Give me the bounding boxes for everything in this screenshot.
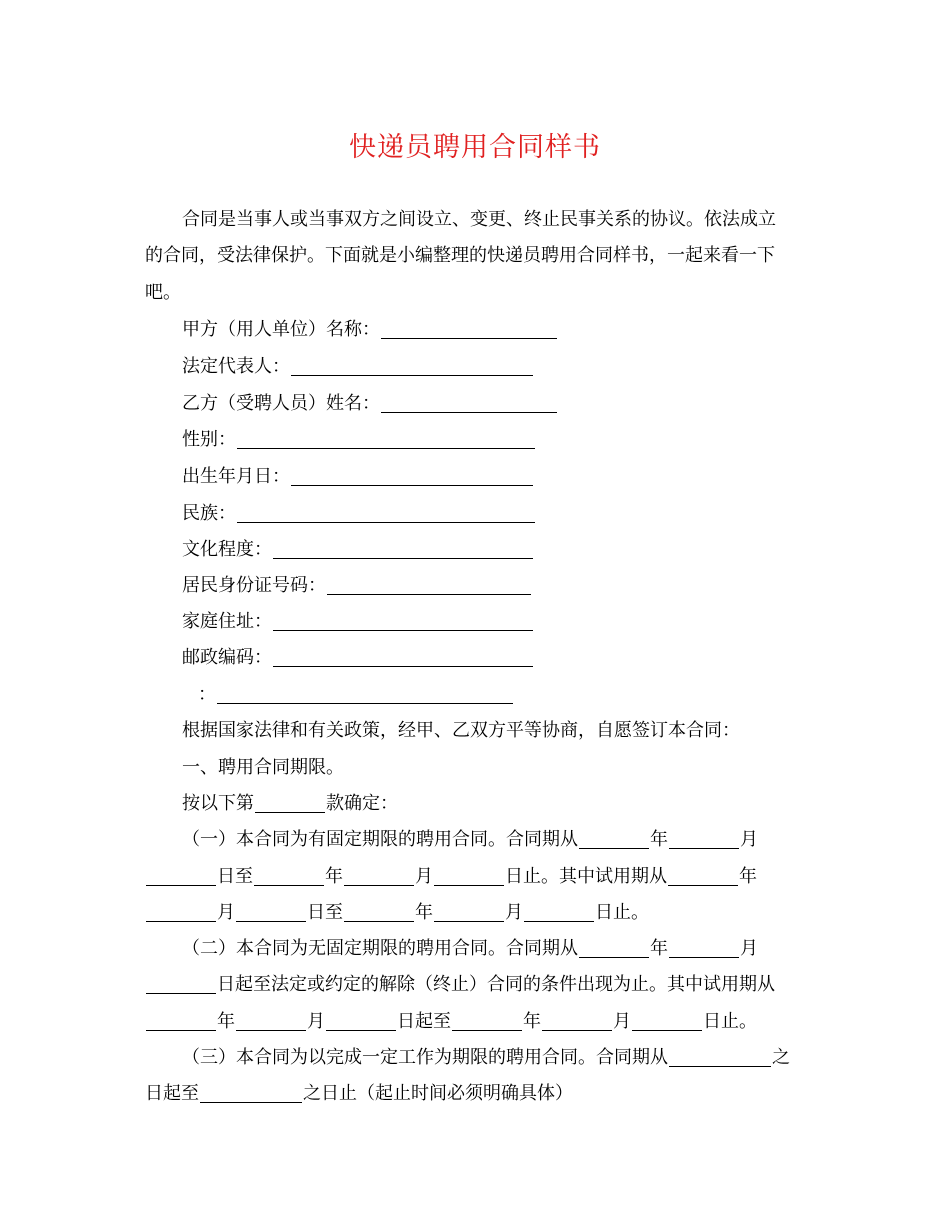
field-birth-date (182, 465, 534, 489)
field-party-a (182, 318, 558, 342)
fixed-term-line-3 (145, 901, 649, 925)
field-party-b-label: 乙方（受聘人员）姓名： (182, 393, 380, 414)
choose-prefix: 按以下第 (182, 793, 254, 814)
open-probation-end-month-blank[interactable] (542, 1029, 612, 1031)
intro-line-2: 的合同，受法律保护。下面就是小编整理的快递员聘用合同样书，一起来看一下 (145, 245, 775, 266)
field-legal-rep-label: 法定代表人： (182, 356, 290, 377)
basis-text: 根据国家法律和有关政策，经甲、乙双方平等协商，自愿签订本合同： (182, 720, 740, 741)
field-ethnicity-label: 民族： (182, 503, 236, 524)
fixed-term-line-2 (145, 865, 757, 889)
field-id-number-label: 居民身份证号码： (182, 575, 326, 596)
open-probation-end-year-blank[interactable] (452, 1029, 522, 1031)
gender-blank[interactable] (237, 447, 535, 449)
field-unlabeled (198, 683, 514, 707)
clause-number-blank[interactable] (255, 811, 325, 813)
open-probation-end-month-label: 月 (613, 1011, 631, 1032)
fixed-end-year-blank[interactable] (254, 884, 324, 886)
open-month-label: 月 (740, 938, 758, 959)
open-term-line-1 (182, 937, 758, 961)
open-probation-start-year-blank[interactable] (146, 1029, 216, 1031)
field-education (182, 538, 534, 562)
fixed-start-month-blank[interactable] (669, 847, 739, 849)
legal-rep-blank[interactable] (291, 374, 533, 376)
postal-code-blank[interactable] (273, 665, 533, 667)
ethnicity-blank[interactable] (237, 521, 535, 523)
document-title: 快递员聘用合同样书 (349, 132, 601, 163)
fixed-day-end-label: 日止。其中试用期从 (505, 866, 667, 887)
field-address (182, 610, 534, 634)
probation-end-month-label: 月 (505, 902, 523, 923)
field-gender (182, 428, 536, 452)
field-ethnicity (182, 502, 536, 526)
open-start-day-blank[interactable] (146, 992, 216, 994)
probation-end-month-blank[interactable] (434, 920, 504, 922)
address-blank[interactable] (273, 629, 533, 631)
probation-year-label: 年 (739, 866, 757, 887)
open-probation-month-label: 月 (307, 1011, 325, 1032)
task-term-line-2 (145, 1082, 573, 1106)
open-start-year-blank[interactable] (579, 956, 649, 958)
probation-start-year-blank[interactable] (668, 884, 738, 886)
field-gender-label: 性别： (182, 429, 236, 450)
open-probation-start-day-blank[interactable] (326, 1029, 396, 1031)
field-education-label: 文化程度： (182, 539, 272, 560)
task-start-blank[interactable] (669, 1065, 771, 1067)
open-probation-year-label: 年 (217, 1011, 235, 1032)
education-blank[interactable] (273, 557, 533, 559)
field-postal-code (182, 646, 534, 670)
open-term-line2-text: 日起至法定或约定的解除（终止）合同的条件出现为止。其中试用期从 (217, 974, 775, 995)
task-end-blank[interactable] (200, 1101, 302, 1103)
task-line2-suffix: 之日止（起止时间必须明确具体） (303, 1083, 573, 1104)
field-address-label: 家庭住址： (182, 611, 272, 632)
probation-month-label: 月 (217, 902, 235, 923)
choose-clause (182, 792, 398, 816)
probation-start-month-blank[interactable] (146, 920, 216, 922)
task-line2-prefix: 日起至 (145, 1083, 199, 1104)
probation-end-day-blank[interactable] (524, 920, 594, 922)
id-number-blank[interactable] (327, 593, 531, 595)
fixed-end-month-blank[interactable] (344, 884, 414, 886)
party-b-blank[interactable] (381, 411, 557, 413)
probation-day-to-label: 日至 (307, 902, 343, 923)
open-term-prefix: （二）本合同为无固定期限的聘用合同。合同期从 (182, 938, 578, 959)
probation-end-year-blank[interactable] (344, 920, 414, 922)
field-legal-rep (182, 355, 534, 379)
probation-start-day-blank[interactable] (236, 920, 306, 922)
fixed-end-year-label: 年 (325, 866, 343, 887)
field-party-b (182, 392, 558, 416)
fixed-start-year-blank[interactable] (579, 847, 649, 849)
open-year-label: 年 (650, 938, 668, 959)
fixed-start-day-blank[interactable] (146, 884, 216, 886)
party-a-blank[interactable] (381, 337, 557, 339)
probation-end-year-label: 年 (415, 902, 433, 923)
task-from-suffix: 之 (772, 1047, 790, 1068)
fixed-end-month-label: 月 (415, 866, 433, 887)
birth-date-blank[interactable] (291, 484, 533, 486)
field-id-number (182, 574, 532, 598)
intro-line-1: 合同是当事人或当事双方之间设立、变更、终止民事关系的协议。依法成立 (182, 209, 776, 230)
open-probation-day-end-label: 日止。 (703, 1011, 757, 1032)
open-term-line-2 (145, 973, 775, 997)
open-probation-day-to-label: 日起至 (397, 1011, 451, 1032)
task-term-prefix: （三）本合同为以完成一定工作为期限的聘用合同。合同期从 (182, 1047, 668, 1068)
fixed-term-line-1 (182, 828, 758, 852)
section1-heading: 一、聘用合同期限。 (182, 757, 344, 778)
open-term-line-3 (145, 1010, 757, 1034)
fixed-day-to-label: 日至 (217, 866, 253, 887)
unlabeled-blank[interactable] (217, 702, 513, 704)
open-start-month-blank[interactable] (669, 956, 739, 958)
open-probation-end-day-blank[interactable] (632, 1029, 702, 1031)
fixed-term-prefix: （一）本合同为有固定期限的聘用合同。合同期从 (182, 829, 578, 850)
fixed-end-day-blank[interactable] (434, 884, 504, 886)
field-postal-code-label: 邮政编码： (182, 647, 272, 668)
intro-line-3: 吧。 (145, 282, 181, 303)
open-probation-end-year-label: 年 (523, 1011, 541, 1032)
field-unlabeled-label: ： (198, 684, 216, 705)
field-party-a-label: 甲方（用人单位）名称： (182, 319, 380, 340)
open-probation-start-month-blank[interactable] (236, 1029, 306, 1031)
fixed-month-label: 月 (740, 829, 758, 850)
field-birth-date-label: 出生年月日： (182, 466, 290, 487)
fixed-year-label: 年 (650, 829, 668, 850)
task-term-line-1 (182, 1046, 790, 1070)
choose-suffix: 款确定： (326, 793, 398, 814)
probation-day-end-label: 日止。 (595, 902, 649, 923)
